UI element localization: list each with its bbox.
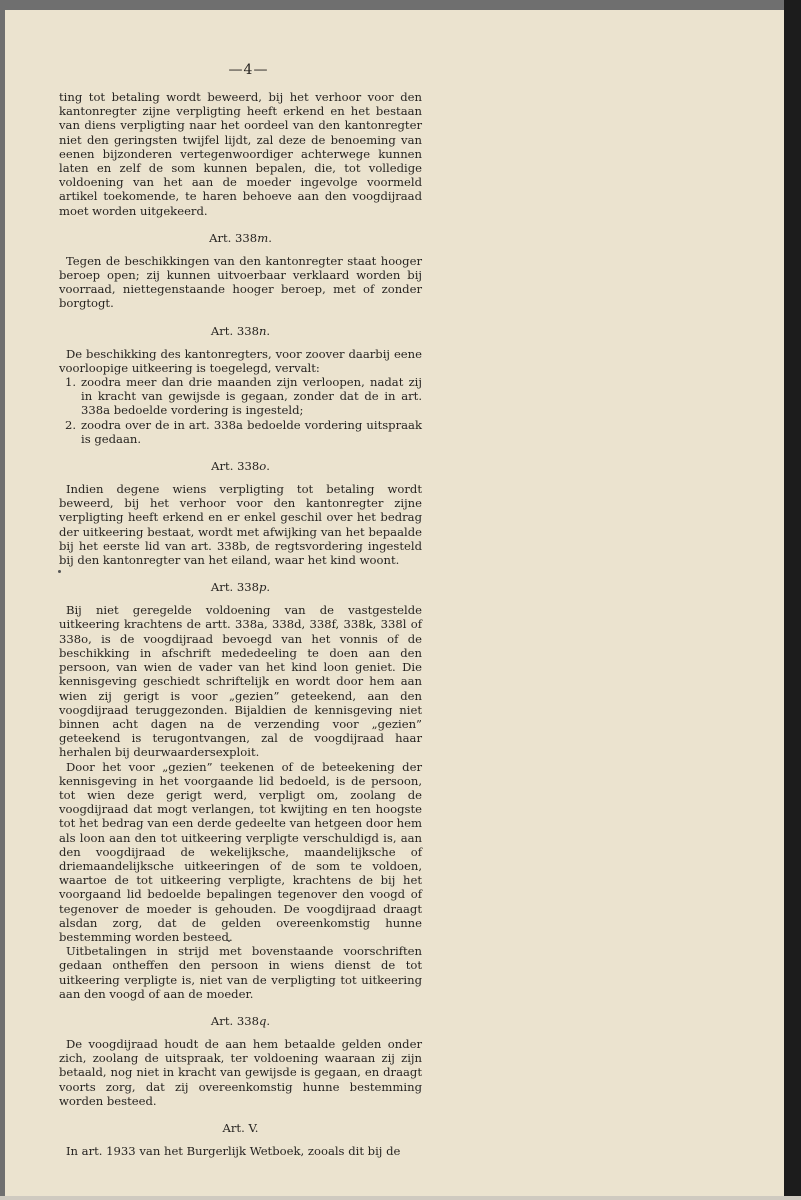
book-spine — [784, 0, 801, 1200]
page-content — [59, 90, 422, 1158]
list-item-number: 2. — [65, 417, 77, 432]
paragraph: De voogdijraad houdt de aan hem betaalde gelden onder zich, zoolang de uitspraak, ter voldoening waaraan zij zijn betaald, nog niet in kracht van gewijsde is gegaan, en draagt voorts zorg, dat zij overeenkomstig hunne bestemming worden besteed. — [59, 1036, 422, 1108]
list-item — [59, 418, 422, 446]
article-suffix: m — [257, 230, 269, 245]
article-number: Art. 338 — [210, 1013, 259, 1028]
article-number: Art. 338 — [210, 323, 259, 338]
paragraph: Tegen de beschikkingen van den kantonregter staat hooger beroep open; zij kunnen uitvoerbaar verklaard worden bij voorraad, niettegenstaande hooger beroep, met of zonder borgtogt. — [59, 253, 422, 311]
article-period: . — [266, 323, 271, 338]
article-suffix: q — [258, 1013, 267, 1028]
list-item-text: zoodra over de in art. 338a bedoelde vordering uitspraak is gedaan. — [81, 417, 422, 446]
article-number: Art. V — [222, 1120, 255, 1135]
article-number: Art. 338 — [211, 459, 260, 474]
paragraph: ting tot betaling wordt beweerd, bij het verhoor voor den kantonregter zijne verpligting heeft erkend en het bestaan van diens verpligting naar het oordeel van den kantonregter niet den geringsten twijfel lijdt, zal deze de benoeming van eenen bijzonderen vertegenwoordiger achterwege kunnen laten en zelf de som kunnen bepalen, die, tot volledige voldoening van het aan de moeder ingevolge voormeld artikel toekomende, te haren behoeve aan den voogdijraad moet worden uitgekeerd. — [59, 90, 422, 218]
article-period: . — [266, 580, 271, 595]
paragraph: Indien degene wiens verpligting tot betaling wordt beweerd, bij het verhoor voor den kantonregter zijne verpligting heeft erkend en er enkel geschil over het bedrag der uitkeering bestaat, wordt met afwijking van het bepaalde bij het eerste lid van art. 338b, de regtsvordering ingesteld bij den kantonregter van het eiland, waar het kind woont. — [59, 482, 422, 568]
paragraph: De beschikking des kantonregters, voor zoover daarbij eene voorloopige uitkeering is toegelegd, vervalt: — [59, 346, 422, 375]
article-heading — [59, 459, 422, 473]
article-period: . — [266, 459, 270, 474]
article-heading — [59, 580, 422, 594]
article-heading — [59, 1121, 422, 1135]
paragraph: In art. 1933 van het Burgerlijk Wetboek, zooals dit bij de — [65, 1143, 401, 1158]
page-number: —4— — [228, 62, 269, 78]
article-period: . — [254, 1120, 259, 1135]
article-suffix: n — [258, 323, 267, 338]
numbered-list — [59, 375, 422, 446]
page-bottom-edge — [0, 1196, 801, 1200]
article-heading — [59, 1014, 422, 1028]
text-column — [59, 62, 422, 1158]
paragraph: Bij niet geregelde voldoening van de vastgestelde uitkeering krachtens de artt. 338a, 338d, 338f, 338k, 338l of 338o, is de voogdijraad bevoegd van het vonnis of de beschikking in afschrift mededeeling te doen aan den persoon, van wien de vader van het kind loon geniet. Die kennisgeving geschiedt schriftelijk en wordt door hem aan wien zij gerigt is voor „gezien” geteekend, aan den voogdijraad teruggezonden. Bijaldien de kennisgeving niet binnen acht dagen na de verzending voor „gezien” geteekend is terugontvangen, zal de voogdijraad haar herhalen bij deurwaardersexploit. — [59, 603, 422, 760]
article-heading — [59, 231, 422, 245]
list-item — [59, 375, 422, 418]
article-number: Art. 338 — [210, 580, 259, 595]
article-suffix: o — [259, 459, 267, 474]
article-suffix: p — [258, 580, 267, 595]
article-heading — [59, 324, 422, 338]
paragraph: Uitbetalingen in strijd met bovenstaande voorschriften gedaan ontheffen den persoon in wiens dienst de tot uitkeering verpligte is, niet van de verpligting tot uitkeering aan den voogd of aan de moeder. — [59, 944, 422, 1001]
article-number: Art. 338 — [209, 230, 258, 245]
list-item-number: 1. — [65, 375, 77, 390]
article-period: . — [266, 1013, 271, 1028]
article-period: . — [268, 230, 272, 245]
list-item-text: zoodra meer dan drie maanden zijn verloopen, nadat zij in kracht van gewijsde is gegaan, zonder dat de in art. 338a bedoelde vordering is ingesteld; — [81, 375, 422, 418]
paragraph: Door het voor „gezien” teekenen of de beteekening der kennisgeving in het voorgaande lid bedoeld, is de persoon, tot wien deze gerigt werd, verpligt om, zoolang de voogdijraad dat mogt verlangen, tot kwijting en ten hoogste tot het bedrag van een derde gedeelte van hetgeen door hem als loon aan den tot uitkeering verpligte verschuldigd is, aan den voogdijraad de wekelijksche, maandelijksche of driemaandelijksche uitkeeringen of de som te voldoen, waartoe de tot uitkeering verpligte, krachtens de bij het voorgaand lid bedoelde bepalingen tegenover den voogd of tegenover de moeder is gehouden. De voogdijraad draagt alsdan zorg, dat de gelden overeenkomstig hunne bestemming worden besteed. — [59, 759, 422, 944]
